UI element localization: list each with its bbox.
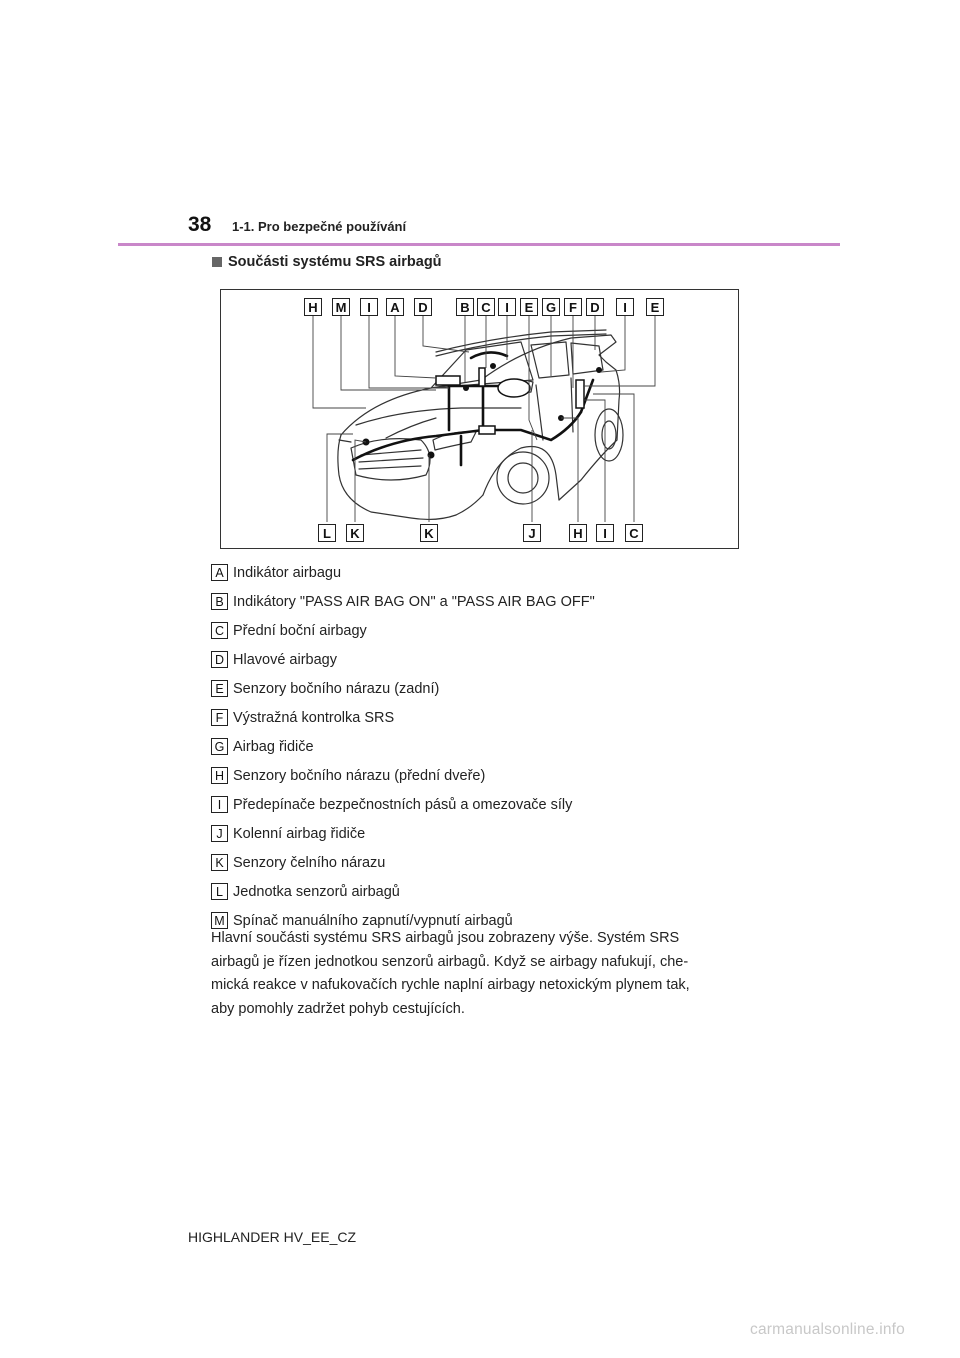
diagram-label-top: E — [646, 298, 664, 316]
diagram-label-top: D — [586, 298, 604, 316]
legend-letter-badge: D — [211, 651, 228, 668]
section-title: 1-1. Pro bezpečné používání — [232, 219, 407, 234]
legend-text: Spínač manuálního zapnutí/vypnutí airbagů — [233, 912, 513, 929]
airbag-diagram — [220, 289, 739, 549]
paragraph-line: aby pomohly zadržet pohyb cestujících. — [211, 1000, 465, 1017]
legend-text: Předepínače bezpečnostních pásů a omezovače síly — [233, 796, 573, 813]
legend-letter-badge: A — [211, 564, 228, 581]
legend-item — [211, 848, 771, 877]
legend-text: Senzory čelního nárazu — [233, 854, 386, 871]
diagram-label-bottom: C — [625, 524, 643, 542]
legend-letter-badge: E — [211, 680, 228, 697]
legend-letter-badge: K — [211, 854, 228, 871]
subheading-text: Součásti systému SRS airbagů — [228, 254, 442, 270]
subheading — [212, 254, 442, 270]
legend-letter-badge: B — [211, 593, 228, 610]
legend-text: Senzory bočního nárazu (zadní) — [233, 680, 440, 697]
car-illustration — [221, 290, 738, 548]
diagram-label-top: D — [414, 298, 432, 316]
legend-letter-badge: F — [211, 709, 228, 726]
legend-text: Indikátory "PASS AIR BAG ON" a "PASS AIR BAG OFF" — [233, 593, 595, 610]
legend-letter-badge: M — [211, 912, 228, 929]
legend-text: Přední boční airbagy — [233, 622, 367, 639]
body-paragraph — [211, 927, 751, 1021]
diagram-label-top: I — [498, 298, 516, 316]
diagram-label-top: B — [456, 298, 474, 316]
header-rule — [118, 243, 840, 246]
diagram-label-bottom: K — [346, 524, 364, 542]
diagram-label-bottom: K — [420, 524, 438, 542]
legend-item — [211, 703, 771, 732]
paragraph-line: mická reakce v nafukovačích rychle naplní airbagy netoxickým plynem tak, — [211, 977, 690, 993]
legend-item — [211, 674, 771, 703]
diagram-label-top: I — [616, 298, 634, 316]
legend-item — [211, 790, 771, 819]
legend-letter-badge: I — [211, 796, 228, 813]
paragraph-line: Hlavní součásti systému SRS airbagů jsou zobrazeny výše. Systém SRS — [211, 930, 680, 946]
legend-text: Hlavové airbagy — [233, 651, 337, 668]
legend-letter-badge: J — [211, 825, 228, 842]
diagram-label-top: G — [542, 298, 560, 316]
legend-letter-badge: H — [211, 767, 228, 784]
legend-text: Kolenní airbag řidiče — [233, 825, 366, 842]
diagram-label-bottom: J — [523, 524, 541, 542]
legend-item — [211, 761, 771, 790]
diagram-label-top: H — [304, 298, 322, 316]
legend-item — [211, 645, 771, 674]
paragraph-line: airbagů je řízen jednotkou senzorů airbagů. Když se airbagy nafukují, che- — [211, 953, 689, 970]
legend-item — [211, 616, 771, 645]
legend-text: Senzory bočního nárazu (přední dveře) — [233, 767, 486, 784]
diagram-label-top: I — [360, 298, 378, 316]
diagram-label-bottom: H — [569, 524, 587, 542]
diagram-label-top: F — [564, 298, 582, 316]
page-number: 38 — [188, 213, 212, 236]
legend-item — [211, 587, 771, 616]
legend-letter-badge: G — [211, 738, 228, 755]
diagram-label-top: C — [477, 298, 495, 316]
legend-text: Airbag řidiče — [233, 738, 314, 755]
diagram-label-bottom: I — [596, 524, 614, 542]
footer-model-code: HIGHLANDER HV_EE_CZ — [188, 1229, 357, 1245]
component-legend — [211, 558, 771, 935]
legend-letter-badge: C — [211, 622, 228, 639]
legend-item — [211, 819, 771, 848]
legend-text: Indikátor airbagu — [233, 564, 342, 581]
legend-text: Jednotka senzorů airbagů — [233, 883, 400, 900]
diagram-label-bottom: L — [318, 524, 336, 542]
legend-item — [211, 732, 771, 761]
diagram-label-top: E — [520, 298, 538, 316]
diagram-label-top: A — [386, 298, 404, 316]
legend-item — [211, 877, 771, 906]
legend-text: Výstražná kontrolka SRS — [233, 709, 395, 726]
legend-item — [211, 558, 771, 587]
watermark: carmanualsonline.info — [750, 1321, 905, 1338]
diagram-label-top: M — [332, 298, 350, 316]
legend-letter-badge: L — [211, 883, 228, 900]
square-bullet-icon — [212, 257, 222, 267]
